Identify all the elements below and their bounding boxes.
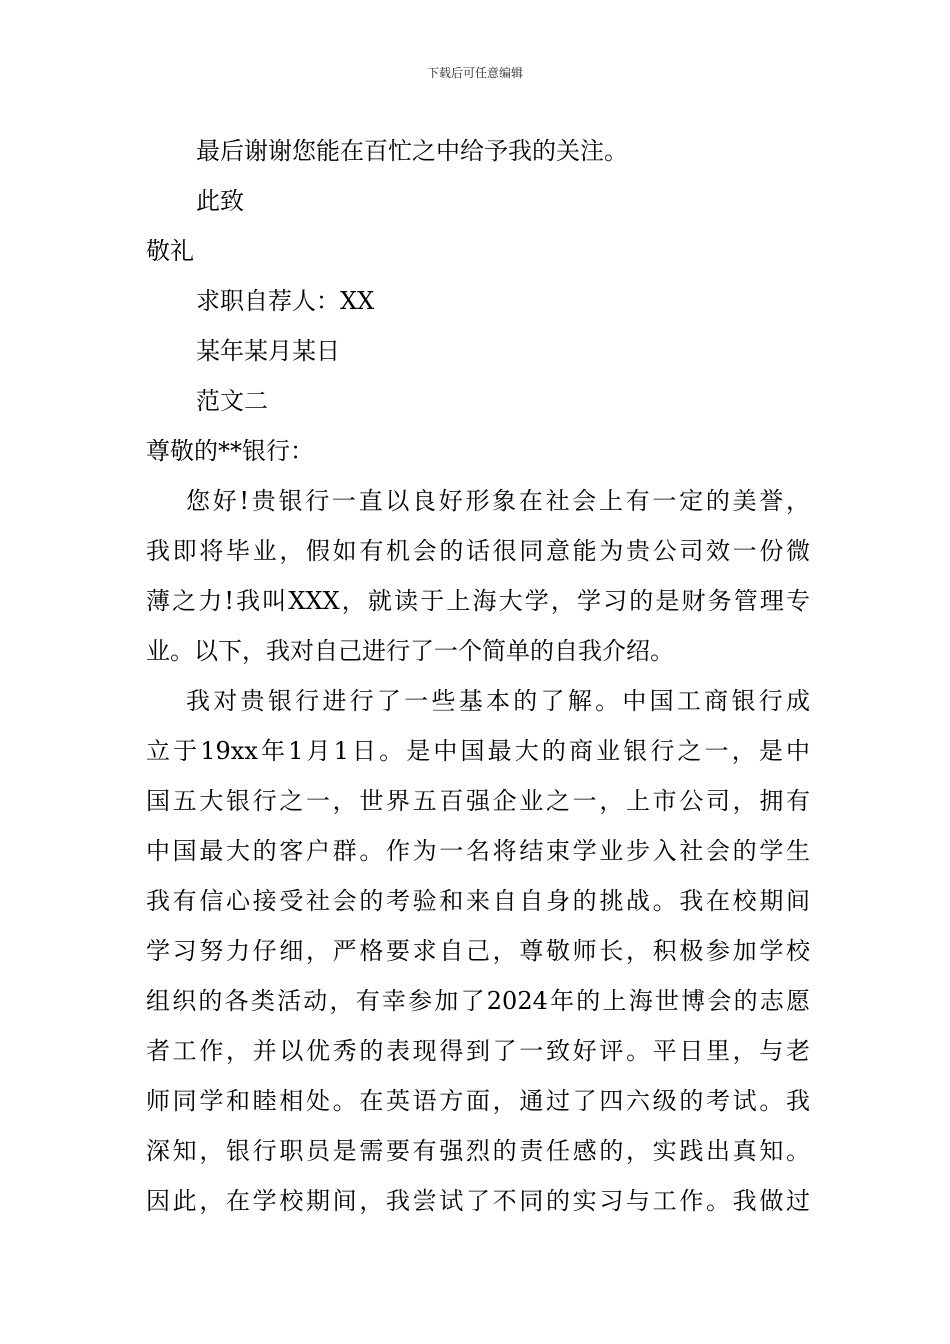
- paragraph-line: 我有信心接受社会的考验和来自自身的挑战。我在校期间: [146, 887, 810, 915]
- paragraph-line: 我即将毕业，假如有机会的话很同意能为贵公司效一份微: [146, 537, 810, 565]
- section-title: 范文二: [196, 387, 268, 415]
- salutation-jingli: 敬礼: [146, 237, 194, 265]
- date-line: 某年某月某日: [196, 337, 340, 365]
- paragraph-line: 国五大银行之一，世界五百强企业之一，上市公司，拥有: [146, 787, 810, 815]
- paragraph-line: 因此，在学校期间，我尝试了不同的实习与工作。我做过: [146, 1187, 810, 1215]
- paragraph-line: 中国最大的客户群。作为一名将结束学业步入社会的学生: [146, 837, 810, 865]
- paragraph-line: 者工作，并以优秀的表现得到了一致好评。平日里，与老: [146, 1037, 810, 1065]
- greeting-line: 尊敬的**银行：: [146, 437, 314, 465]
- document-body: [146, 126, 810, 1226]
- paragraph-line: 您好!贵银行一直以良好形象在社会上有一定的美誉，: [186, 487, 810, 515]
- signer-line: 求职自荐人：XX: [196, 287, 375, 315]
- paragraph-line: 我对贵银行进行了一些基本的了解。中国工商银行成: [186, 687, 810, 715]
- header-note: 下载后可任意编辑: [426, 66, 523, 80]
- paragraph-line: 师同学和睦相处。在英语方面，通过了四六级的考试。我: [146, 1087, 810, 1115]
- salutation-cizhi: 此致: [196, 187, 244, 215]
- paragraph-line: 薄之力!我叫XXX，就读于上海大学，学习的是财务管理专: [146, 587, 810, 615]
- paragraph-line: 立于19xx年1月1日。是中国最大的商业银行之一，是中: [146, 737, 810, 765]
- paragraph-line: 深知，银行职员是需要有强烈的责任感的，实践出真知。: [146, 1137, 810, 1165]
- paragraph-line: 业。以下，我对自己进行了一个简单的自我介绍。: [146, 637, 674, 665]
- paragraph-line: 组织的各类活动，有幸参加了2024年的上海世博会的志愿: [146, 987, 810, 1015]
- closing-thanks-line: 最后谢谢您能在百忙之中给予我的关注。: [196, 137, 628, 165]
- paragraph-line: 学习努力仔细，严格要求自己，尊敬师长，积极参加学校: [146, 937, 810, 965]
